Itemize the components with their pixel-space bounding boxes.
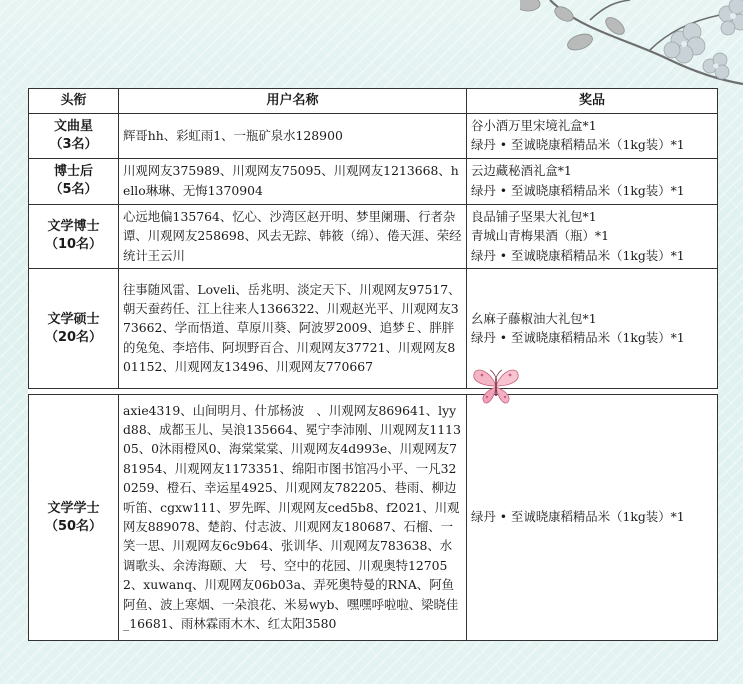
rank-title: 文曲星 <box>53 118 93 134</box>
winners-cell: 往事随风雷、Loveli、岳兆明、淡定天下、川观网友97517、朝天蚕药任、江上往来人1366322、川观赵光平、川观网友373662、学而悟道、草原川葵、阿波罗2009、追梦￡、胖胖的兔兔、李培伟、阿坝野百合、川观网友37721、川观网友801152、川观网友13496、川观网友770667 <box>119 269 467 389</box>
rank-title: 博士后 <box>53 164 93 180</box>
rank-title: 文学硕士 <box>47 311 100 327</box>
rank-title: 文学学士 <box>47 500 100 516</box>
prize-column-header: 奖品 <box>467 89 718 114</box>
prize-item: 幺麻子藤椒油大礼包*1 <box>471 310 597 326</box>
rank-title: 文学博士 <box>47 219 100 235</box>
winners-cell: axie4319、山间明月、什邡杨波 、川观网友869641、lyyd88、成都玉儿、吴浪135664、冕宁李沛刚、川观网友111305、0沐雨橙风0、海棠棠棠、川观网友4d993e、川观网友781954、川观网友1173351、绵阳市图书馆冯小平、一凡320259、橙石、幸运星4925、川观网友782205、巷雨、柳边听笛、cgxw111、罗先晖、川观网友ced5b8、f2021、川观网友889078、楚韵、付志波、川观网友180687、石榴、一笑一思、川观网友6c9b64、张训华、川观网友783638、水调歌头、余涛海颐、大 号、空中的花园、川观奥特127052、xuwanq、川观网友06b03a、弄死奥特曼的RNA、阿鱼阿鱼、波上寒烟、一朵浪花、米易wyb、嘿嘿呼啦啦、梁晓佳_16681、雨林霖雨木木、红太阳3580 <box>119 395 467 641</box>
prize-item: 良品铺子坚果大礼包*1 <box>471 208 597 224</box>
rank-count: （5名） <box>49 182 98 198</box>
rank-count: （50名） <box>44 518 103 534</box>
prize-item: 绿丹 • 至诚晓康稻精品米（1kg装）*1 <box>471 247 685 263</box>
rank-count: （10名） <box>44 237 103 253</box>
table-row <box>29 204 718 268</box>
prize-cell <box>467 395 718 641</box>
prize-cell <box>467 204 718 268</box>
rank-title-cell <box>29 114 119 159</box>
rank-title-cell <box>29 395 119 641</box>
table-row <box>29 158 718 204</box>
title-column-header: 头衔 <box>29 89 119 114</box>
table-row <box>29 269 718 389</box>
table-row <box>29 114 718 159</box>
flower-branch-icon <box>520 0 743 90</box>
prize-item: 绿丹 • 至诚晓康稻精品米（1kg装）*1 <box>471 182 685 198</box>
rank-count: （3名） <box>49 136 98 152</box>
awards-table <box>28 88 718 641</box>
prize-item: 绿丹 • 至诚晓康稻精品米（1kg装）*1 <box>471 330 685 346</box>
prize-item: 谷小酒万里宋境礼盒*1 <box>471 118 597 133</box>
prize-item: 云边藏秘酒礼盒*1 <box>471 163 572 179</box>
prize-cell <box>467 158 718 204</box>
winners-cell: 川观网友375989、川观网友75095、川观网友1213668、hello琳琳、无悔1370904 <box>119 158 467 204</box>
prize-item: 绿丹 • 至诚晓康稻精品米（1kg装）*1 <box>471 509 685 525</box>
prize-item: 绿丹 • 至诚晓康稻精品米（1kg装）*1 <box>471 137 685 153</box>
rank-title-cell <box>29 158 119 204</box>
winners-cell: 辉哥hh、彩虹雨1、一瓶矿泉水128900 <box>119 114 467 159</box>
prize-cell <box>467 114 718 159</box>
users-column-header: 用户名称 <box>119 89 467 114</box>
winners-cell: 心远地偏135764、忆心、沙湾区赵开明、梦里阑珊、行者杂谭、川观网友258698、风去无踪、韩筱（绵）、倦天涯、荣经统计王云川 <box>119 204 467 268</box>
table-row <box>29 395 718 641</box>
header-row <box>29 89 718 114</box>
rank-title-cell <box>29 204 119 268</box>
prize-item: 青城山青梅果酒（瓶）*1 <box>471 228 609 244</box>
rank-count: （20名） <box>44 329 103 345</box>
rank-title-cell <box>29 269 119 389</box>
prize-cell <box>467 269 718 389</box>
